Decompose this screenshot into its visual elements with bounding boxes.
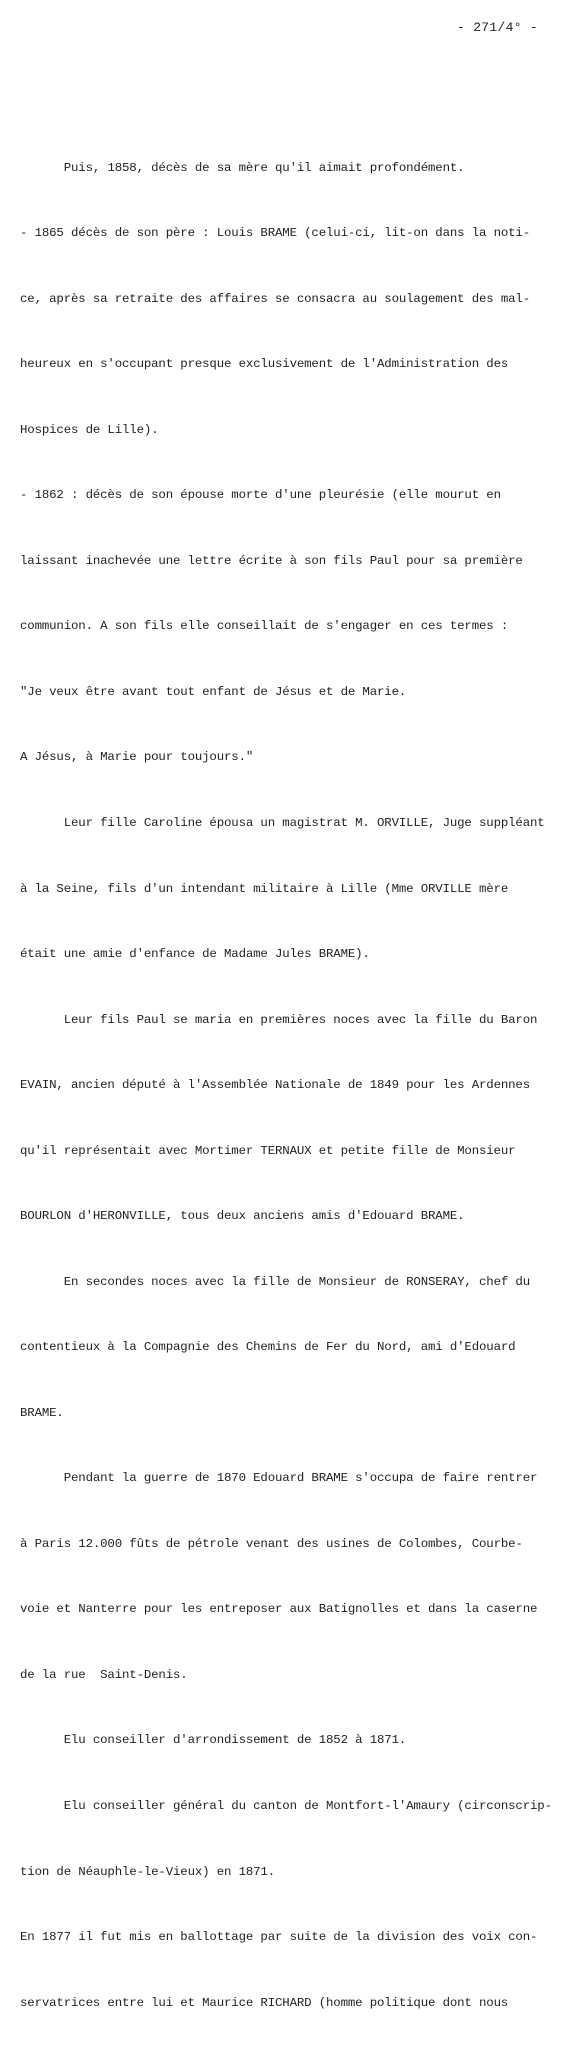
text-line: EVAIN, ancien député à l'Assemblée Nationale de 1849 pour les Ardennes	[20, 1078, 530, 1093]
text-line: Leur fils Paul se maria en premières noces avec la fille du Baron	[20, 1012, 538, 1027]
text-line: laissant inachevée une lettre écrite à son fils Paul pour sa première	[20, 553, 523, 568]
text-line: était une amie d'enfance de Madame Jules BRAME).	[20, 947, 370, 962]
text-line: Hospices de Lille).	[20, 422, 159, 437]
text-line: tion de Néauphle-le-Vieux) en 1871.	[20, 1864, 275, 1879]
text-line: à la Seine, fils d'un intendant militaire à Lille (Mme ORVILLE mère	[20, 881, 509, 896]
body-text	[20, 114, 560, 2058]
text-line: BRAME.	[20, 1405, 64, 1420]
text-line: "Je veux être avant tout enfant de Jésus et de Marie.	[20, 684, 407, 699]
page-number: - 271/4° -	[457, 20, 539, 35]
text-line: ce, après sa retraite des affaires se consacra au soulagement des mal-	[20, 291, 530, 306]
text-line: de la rue Saint-Denis.	[20, 1667, 188, 1682]
text-line: En secondes noces avec la fille de Monsieur de RONSERAY, chef du	[20, 1274, 530, 1289]
text-line: servatrices entre lui et Maurice RICHARD (homme politique dont nous	[20, 1995, 509, 2010]
text-line: voie et Nanterre pour les entreposer aux Batignolles et dans la caserne	[20, 1602, 538, 1617]
text-line: contentieux à la Compagnie des Chemins de Fer du Nord, ami d'Edouard	[20, 1340, 516, 1355]
text-line: BOURLON d'HERONVILLE, tous deux anciens amis d'Edouard BRAME.	[20, 1209, 465, 1224]
text-line: En 1877 il fut mis en ballottage par suite de la division des voix con-	[20, 1930, 538, 1945]
text-line: - 1862 : décès de son épouse morte d'une pleurésie (elle mourut en	[20, 488, 501, 503]
text-line: Elu conseiller général du canton de Montfort-l'Amaury (circonscrip-	[20, 1798, 552, 1813]
text-line: qu'il représentait avec Mortimer TERNAUX et petite fille de Monsieur	[20, 1143, 516, 1158]
text-line: - 1865 décès de son père : Louis BRAME (celui-ci, lit-on dans la noti-	[20, 226, 530, 241]
text-line: A Jésus, à Marie pour toujours."	[20, 750, 254, 765]
text-line: heureux en s'occupant presque exclusivement de l'Administration des	[20, 357, 509, 372]
text-line: communion. A son fils elle conseillait de s'engager en ces termes :	[20, 619, 509, 634]
text-line: à Paris 12.000 fûts de pétrole venant des usines de Colombes, Courbe-	[20, 1536, 523, 1551]
text-line: Pendant la guerre de 1870 Edouard BRAME s'occupa de faire rentrer	[20, 1471, 538, 1486]
text-line: Leur fille Caroline épousa un magistrat M. ORVILLE, Juge suppléant	[20, 816, 545, 830]
text-line: Elu conseiller d'arrondissement de 1852 à 1871.	[20, 1733, 407, 1748]
text-line: Puis, 1858, décès de sa mère qu'il aimait profondément.	[20, 160, 465, 175]
